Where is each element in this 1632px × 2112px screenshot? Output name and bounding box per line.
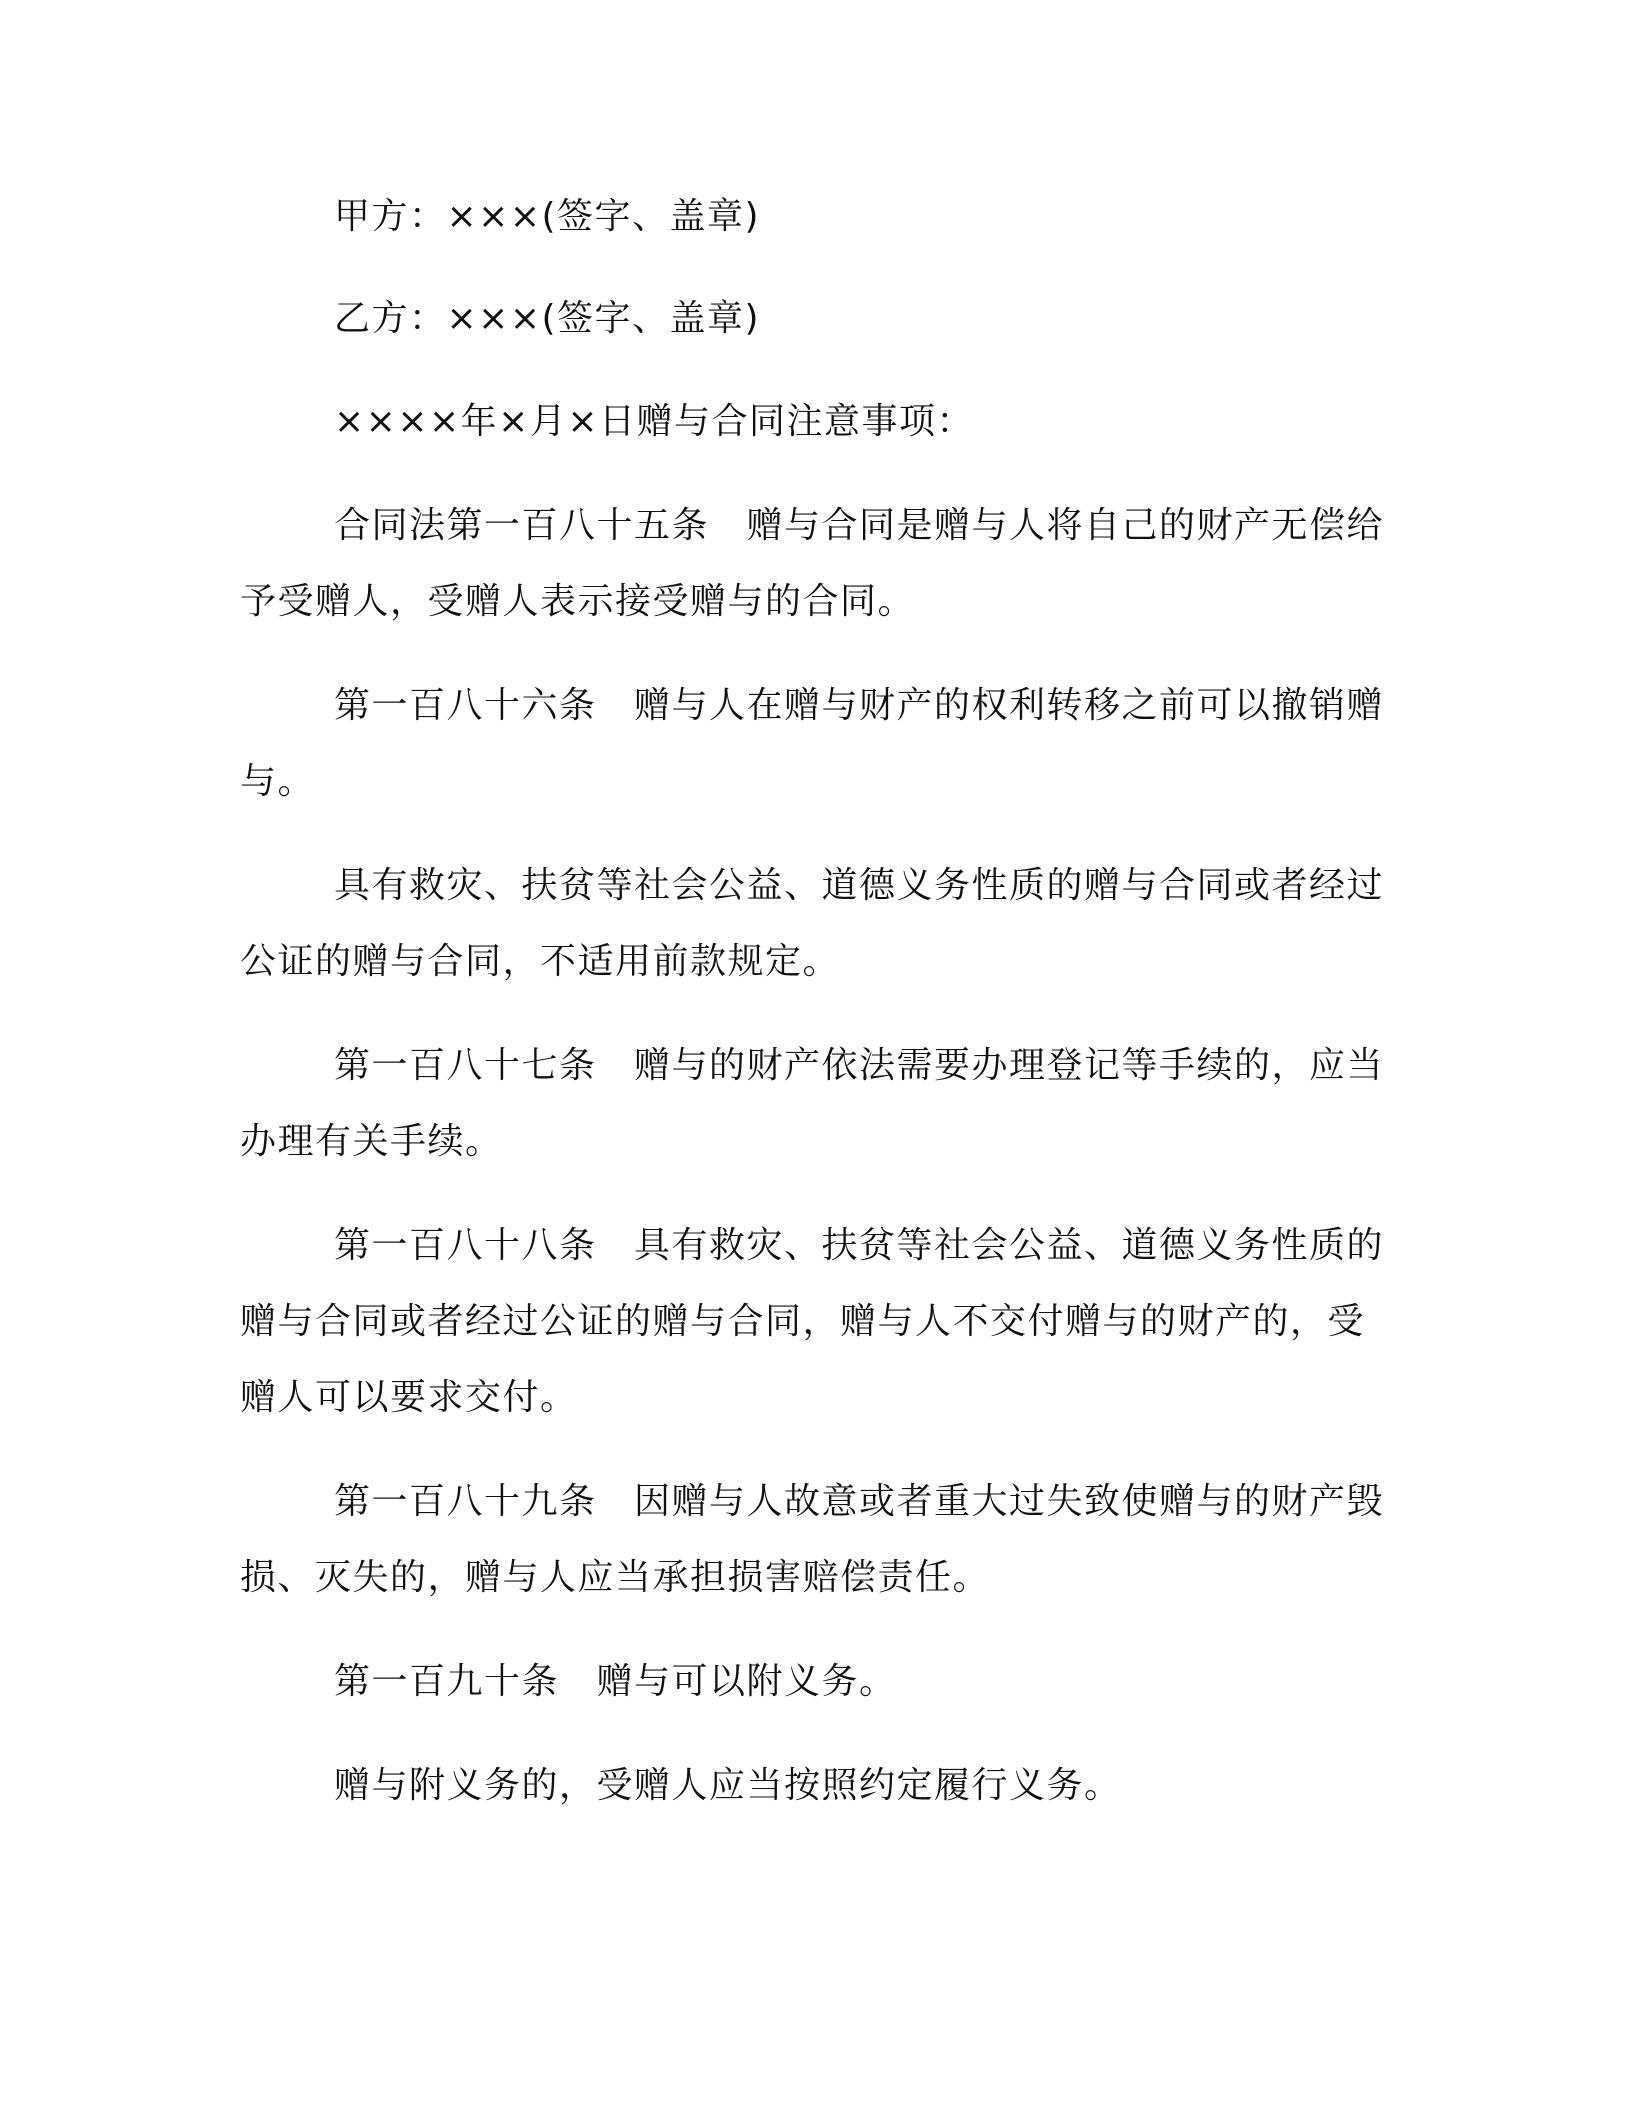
article-190-para-2-line-1: 赠与附义务的，受赠人应当按照约定履行义务。	[334, 1765, 1122, 1806]
article-185-line-1: 合同法第一百八十五条 赠与合同是赠与人将自己的财产无偿给	[334, 505, 1385, 546]
party-b-signature-line: 乙方：×××(签字、盖章)	[334, 298, 761, 339]
article-190-line-1: 第一百九十条 赠与可以附义务。	[334, 1661, 897, 1702]
date-and-notes-heading: ××××年×月×日赠与合同注意事项：	[334, 401, 974, 442]
article-188-line-2: 赠与合同或者经过公证的赠与合同，赠与人不交付赠与的财产的，受	[240, 1301, 1366, 1342]
article-186-line-1: 第一百八十六条 赠与人在赠与财产的权利转移之前可以撤销赠	[334, 685, 1385, 726]
article-186-line-2: 与。	[240, 761, 316, 802]
article-188-line-3: 赠人可以要求交付。	[240, 1377, 578, 1418]
article-187-line-1: 第一百八十七条 赠与的财产依法需要办理登记等手续的，应当	[334, 1045, 1385, 1086]
article-186-para-2-line-2: 公证的赠与合同，不适用前款规定。	[240, 941, 841, 982]
article-189-line-1: 第一百八十九条 因赠与人故意或者重大过失致使赠与的财产毁	[334, 1481, 1385, 1522]
article-188-line-1: 第一百八十八条 具有救灾、扶贫等社会公益、道德义务性质的	[334, 1225, 1385, 1266]
article-187-line-2: 办理有关手续。	[240, 1121, 503, 1162]
article-189-line-2: 损、灭失的，赠与人应当承担损害赔偿责任。	[240, 1557, 991, 1598]
article-186-para-2-line-1: 具有救灾、扶贫等社会公益、道德义务性质的赠与合同或者经过	[334, 865, 1385, 906]
article-185-line-2: 予受赠人，受赠人表示接受赠与的合同。	[240, 581, 916, 622]
party-a-signature-line: 甲方：×××(签字、盖章)	[334, 196, 761, 237]
